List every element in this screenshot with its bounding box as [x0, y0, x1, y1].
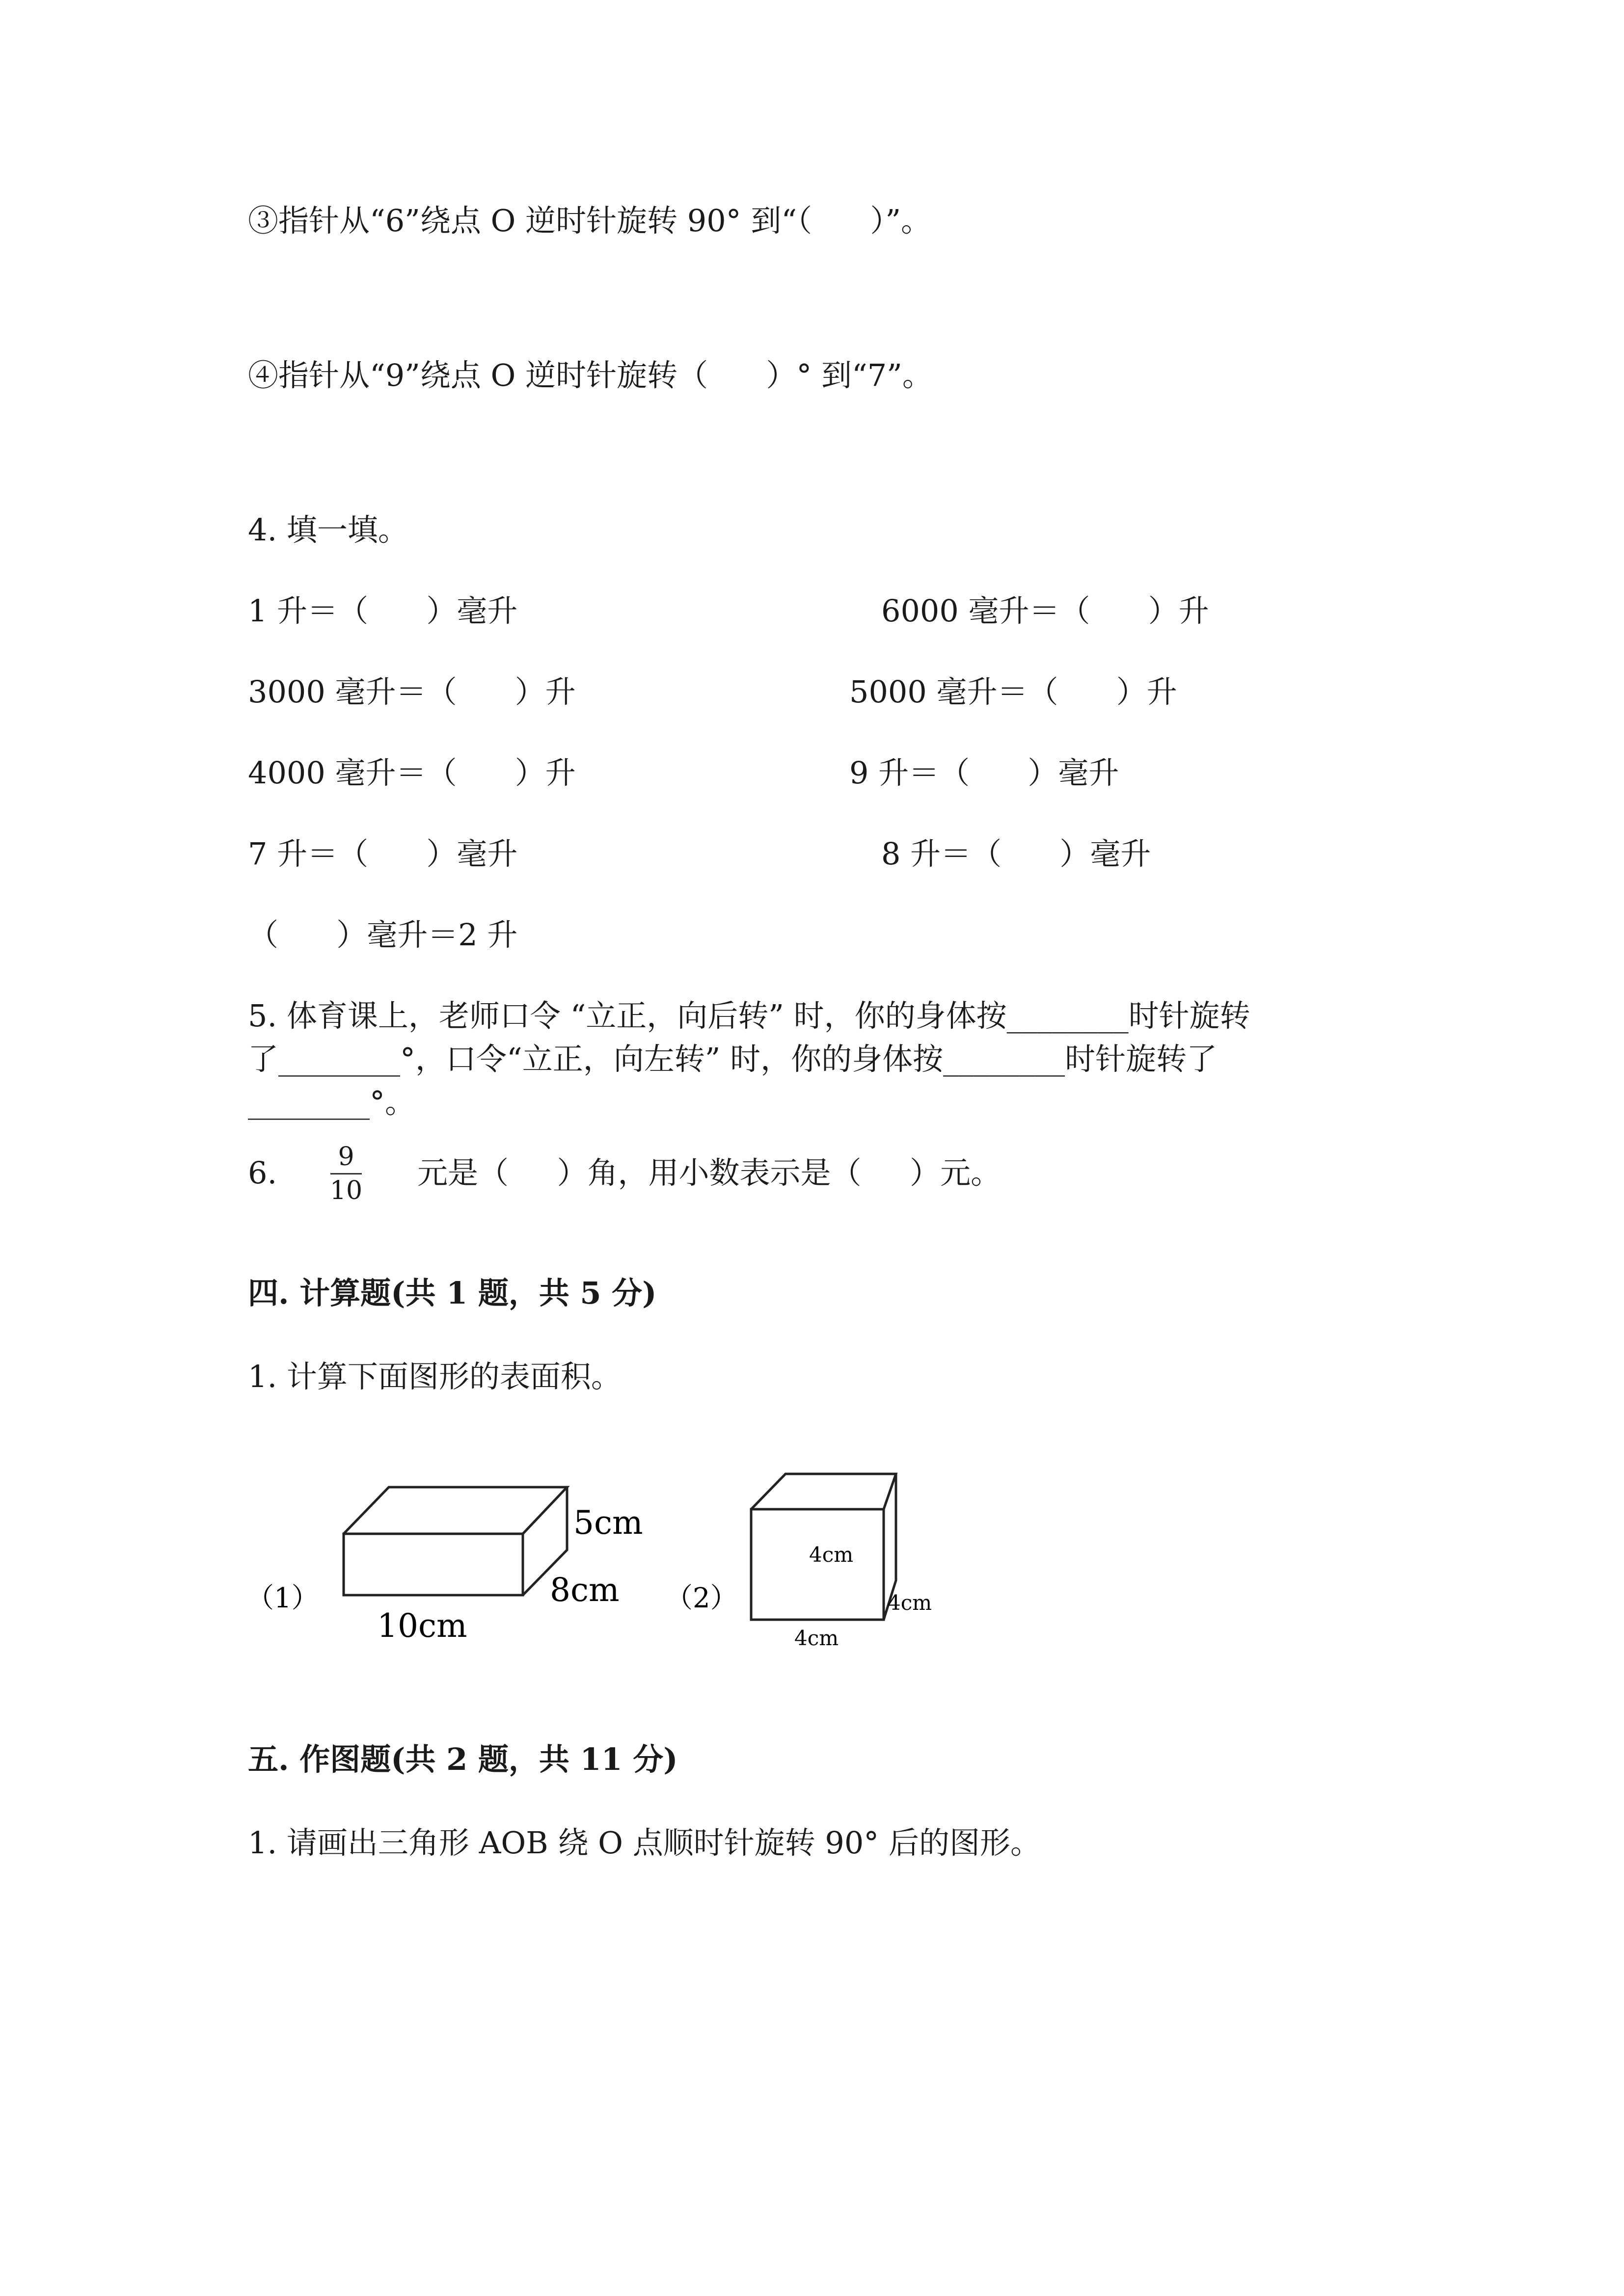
fraction-numerator: 9: [338, 1142, 354, 1172]
cuboid-front-face: [344, 1534, 523, 1595]
q6-text: 元是（ ）角，用小数表示是（ ）元。: [417, 1155, 1001, 1191]
q3-item3: ③指针从“6”绕点 O 逆时针旋转 90° 到“（ ）”。: [248, 203, 932, 239]
q5-line1: 5. 体育课上，老师口令 “立正，向后转” 时，你的身体按________时针旋转: [248, 998, 1250, 1034]
cuboid-figure: [344, 1487, 567, 1595]
q4-row4-left: 7 升＝（ ）毫升: [248, 836, 518, 872]
fig1-label: （1）: [246, 1582, 319, 1614]
cube-top-face: [751, 1474, 896, 1509]
fig1-height-label: 5cm: [573, 1504, 643, 1542]
section5-q1: 1. 请画出三角形 AOB 绕 O 点顺时针旋转 90° 后的图形。: [248, 1825, 1041, 1861]
q4-title: 4. 填一填。: [248, 512, 408, 548]
q6-number: 6.: [248, 1155, 277, 1191]
fig1-length-label: 10cm: [377, 1607, 467, 1645]
fraction-denominator: 10: [329, 1176, 363, 1205]
q4-row5: （ ）毫升＝2 升: [248, 917, 518, 953]
q4-row2-left: 3000 毫升＝（ ）升: [248, 674, 576, 710]
q4-row3-left: 4000 毫升＝（ ）升: [248, 755, 576, 791]
cuboid-top-face: [344, 1487, 567, 1534]
q4-row1-left: 1 升＝（ ）毫升: [248, 593, 518, 629]
q4-row3-right: 9 升＝（ ）毫升: [849, 755, 1119, 791]
fig1-width-label: 8cm: [550, 1571, 620, 1609]
fig2-label: （2）: [665, 1582, 738, 1614]
section4-q1: 1. 计算下面图形的表面积。: [248, 1359, 622, 1394]
section5-heading: 五. 作图题(共 2 题，共 11 分): [248, 1741, 678, 1777]
fig2-depth-label: 4cm: [888, 1591, 932, 1615]
q4-row1-right: 6000 毫升＝（ ）升: [881, 593, 1209, 629]
q3-item4: ④指针从“9”绕点 O 逆时针旋转（ ）° 到“7”。: [248, 357, 933, 393]
fig2-height-label: 4cm: [809, 1543, 854, 1567]
fig2-base-label: 4cm: [794, 1626, 839, 1650]
q5-line3: ________°。: [248, 1084, 416, 1120]
q5-line2: 了________°，口令“立正，向左转” 时，你的身体按________时针旋转了: [248, 1041, 1218, 1077]
q4-row4-right: 8 升＝（ ）毫升: [881, 836, 1151, 872]
q4-row2-right: 5000 毫升＝（ ）升: [849, 674, 1177, 710]
section4-heading: 四. 计算题(共 1 题，共 5 分): [248, 1275, 657, 1311]
